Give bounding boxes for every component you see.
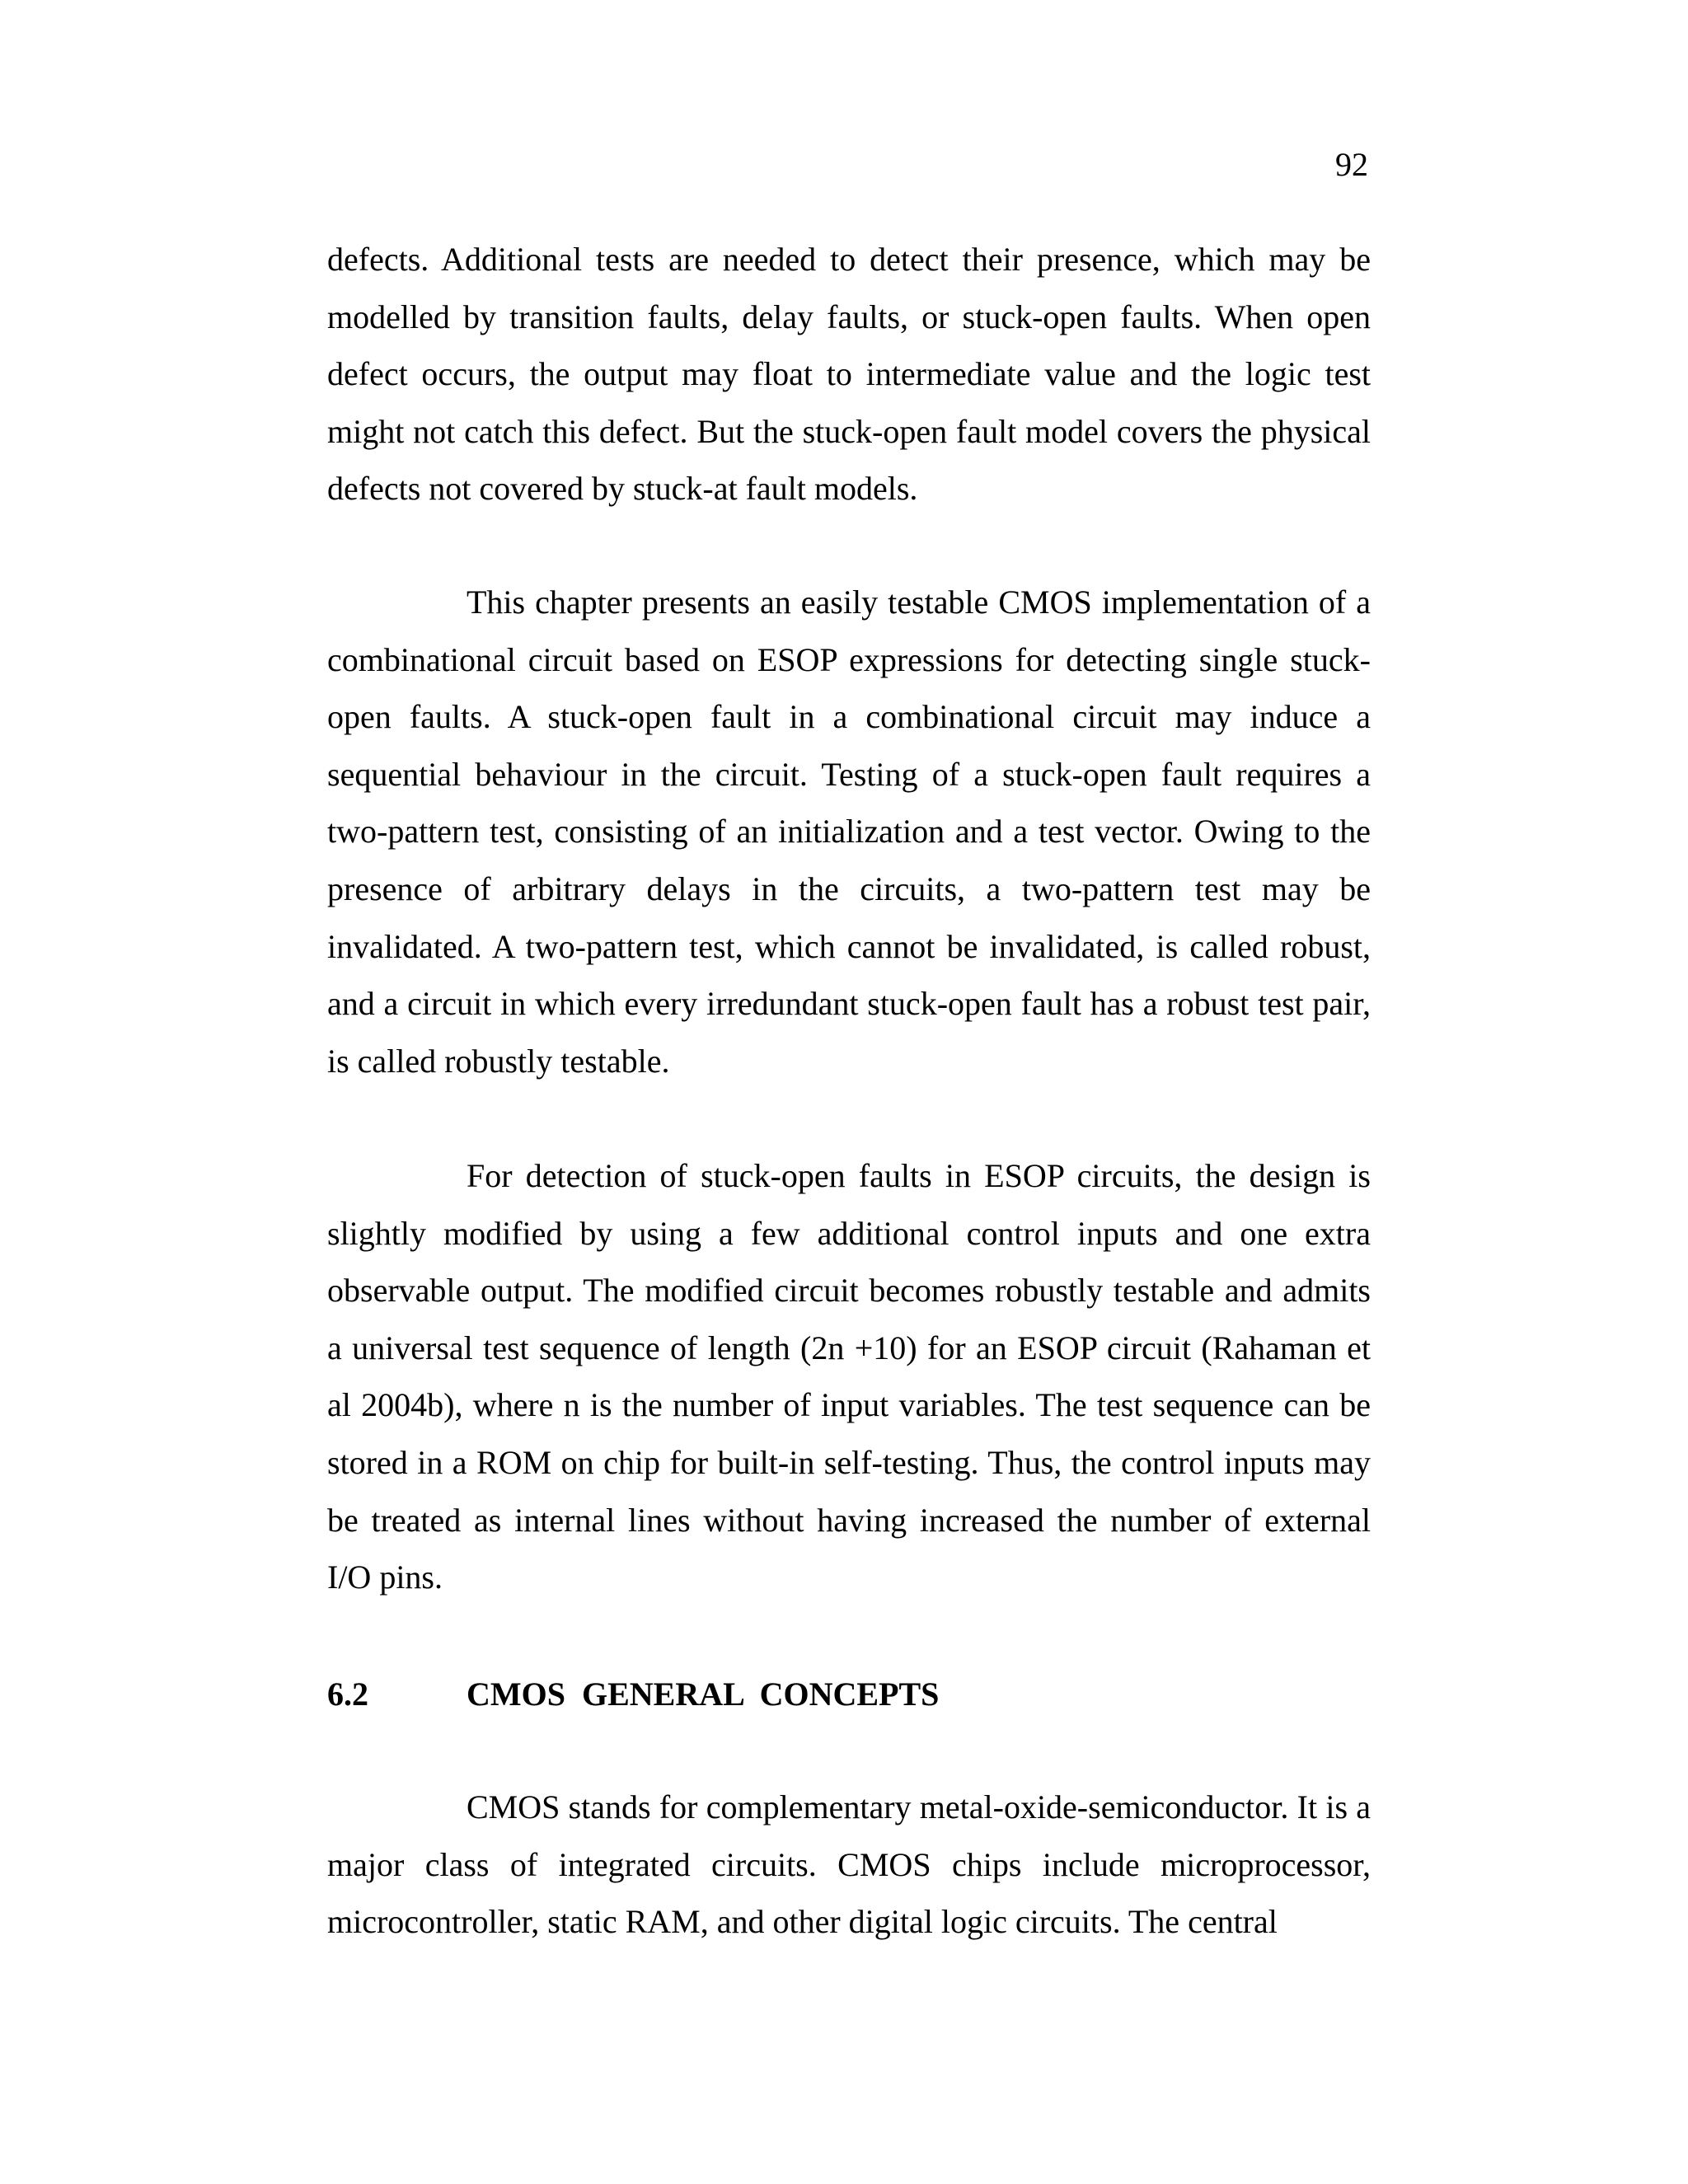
paragraph-defects-continuation: defects. Additional tests are needed to detect their presence, which may be modelled by transition faults, delay faults, or stuck-open faults. When open defect occurs, the output may float to intermediate value and the logic test might not catch this defect. But the stuck-open fault model covers the physical defects not covered by stuck-at fault models. (327, 241, 1371, 508)
page-number: 92 (1335, 146, 1368, 183)
section-heading (327, 1666, 1371, 1723)
paragraph-cmos-definition: CMOS stands for complementary metal-oxide-semiconductor. It is a major class of integrated circuits. CMOS chips include microprocessor, microcontroller, static RAM, and other digital logic circuits. The central (327, 1788, 1371, 1941)
section-number: 6.2 (327, 1675, 368, 1713)
section-title: CMOS GENERAL CONCEPTS (467, 1675, 940, 1713)
paragraph-stuck-open-detection: For detection of stuck-open faults in ESOP circuits, the design is slightly modified by using a few additional control inputs and one extra observable output. The modified circuit becomes robustly testable and admits a universal test sequence of length (2n +10) for an ESOP circuit (Rahaman et al 2004b), where n is the number of input variables. The test sequence can be stored in a ROM on chip for built-in self-testing. Thus, the control inputs may be treated as internal lines without having increased the number of external I/O pins. (327, 1157, 1371, 1596)
paragraph-chapter-overview: This chapter presents an easily testable CMOS implementation of a combinational circuit based on ESOP expressions for detecting single stuck-open faults. A stuck-open fault in a combinational circuit may induce a sequential behaviour in the circuit. Testing of a stuck-open fault requires a two-pattern test, consisting of an initialization and a test vector. Owing to the presence of arbitrary delays in the circuits, a two-pattern test may be invalidated. A two-pattern test, which cannot be invalidated, is called robust, and a circuit in which every irredundant stuck-open fault has a robust test pair, is called robustly testable. (327, 583, 1371, 1080)
